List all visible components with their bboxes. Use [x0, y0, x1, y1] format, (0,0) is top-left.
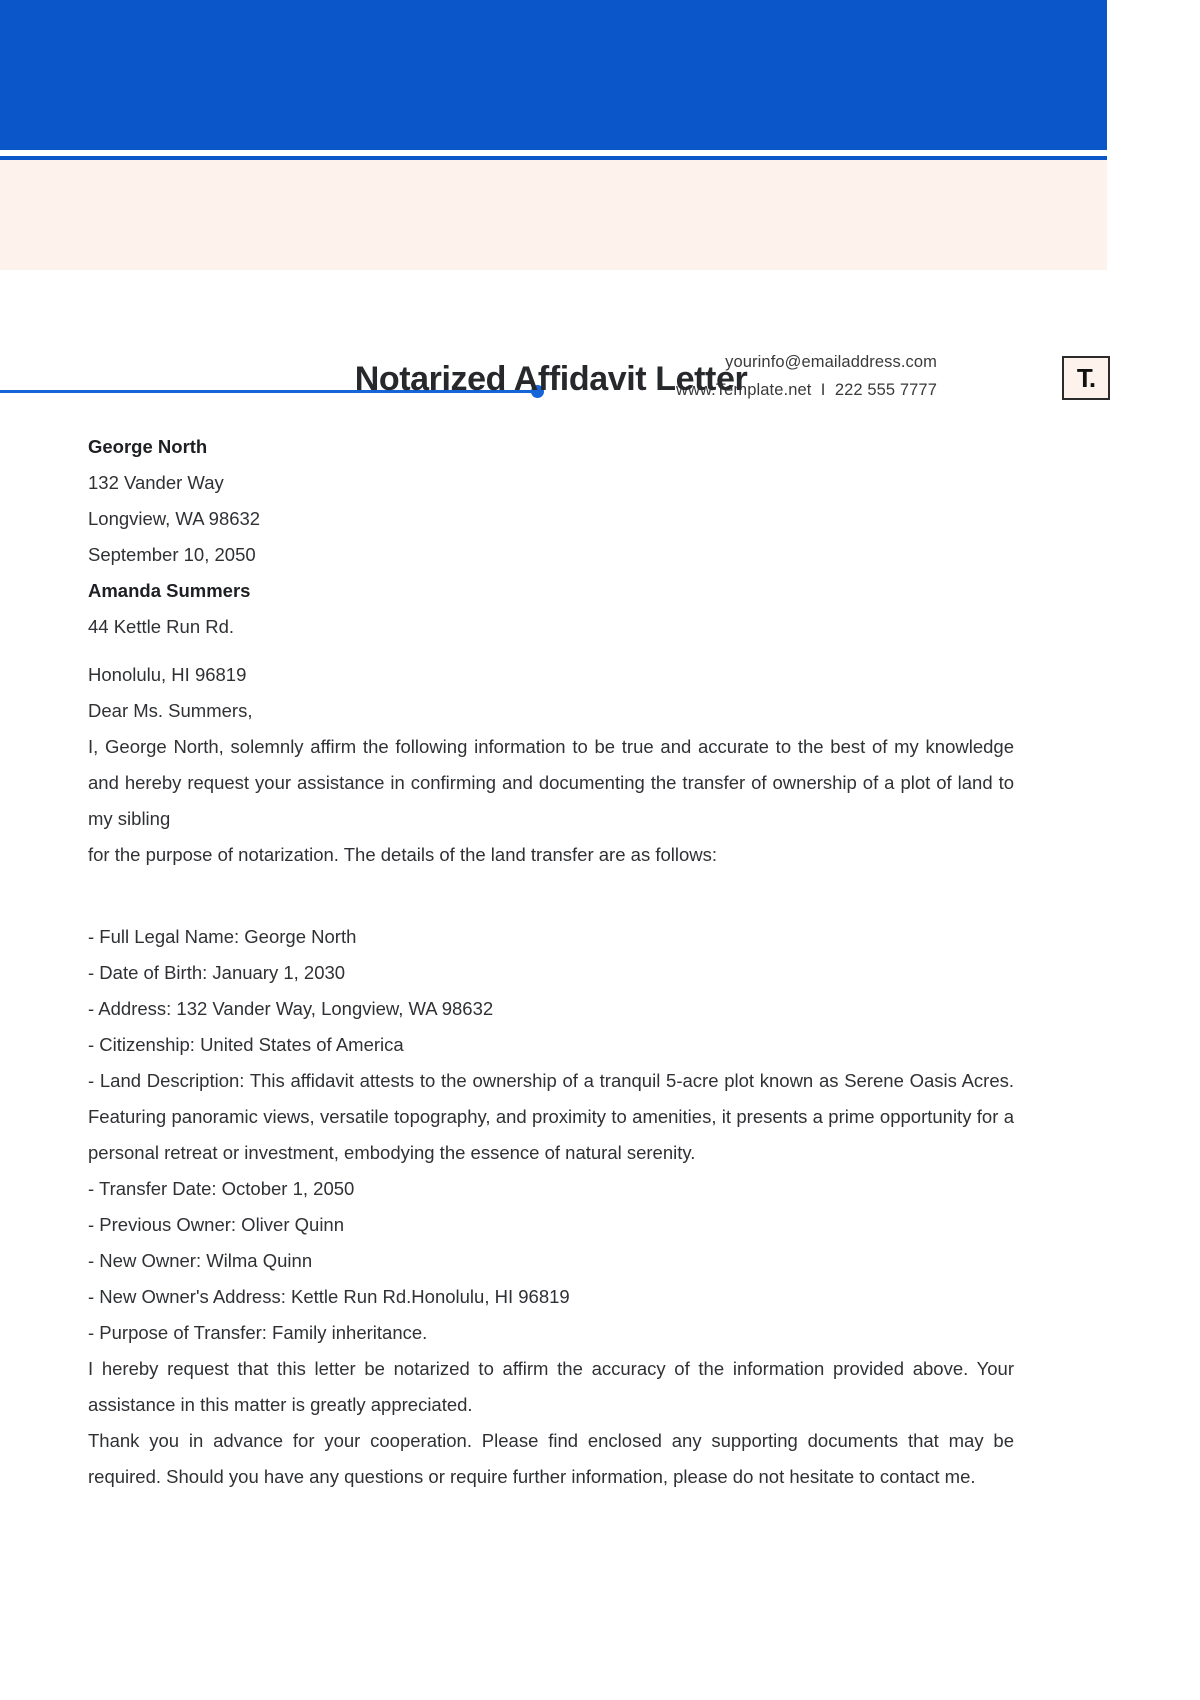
- brand-logo: [1062, 356, 1110, 400]
- details-list: [88, 919, 1014, 1351]
- list-item: - New Owner: Wilma Quinn: [88, 1250, 313, 1271]
- sender-name: George North: [88, 436, 208, 457]
- page-title: Notarized Affidavit Letter: [354, 360, 748, 398]
- list-item: - Purpose of Transfer: Family inheritance.: [88, 1322, 428, 1343]
- salutation: Dear Ms. Summers,: [88, 700, 253, 721]
- letter-body: [88, 360, 1014, 1495]
- recipient-address-block: [88, 573, 1014, 693]
- list-item: - Land Description: This affidavit attests to the ownership of a tranquil 5-acre plot known as Serene Oasis Acres. Featuring panoramic views, versatile topography, and proximity to amenities, it presents a prime opportunity for a personal retreat or investment, embodying the essence of natural serenity.: [88, 1070, 1014, 1163]
- list-item: - Transfer Date: October 1, 2050: [88, 1178, 355, 1199]
- recipient-city-state-zip: Honolulu, HI 96819: [88, 664, 247, 685]
- list-item: - Previous Owner: Oliver Quinn: [88, 1214, 345, 1235]
- closing-paragraph-1: I hereby request that this letter be notarized to affirm the accuracy of the information provided above. Your assistance in this matter is greatly appreciated.: [88, 1358, 1014, 1415]
- contact-web-phone: www.Template.net I 222 555 7777: [675, 381, 937, 399]
- recipient-name: Amanda Summers: [88, 580, 251, 601]
- list-item: - Date of Birth: January 1, 2030: [88, 962, 346, 983]
- sender-address-block: [88, 429, 1014, 573]
- list-item: - Citizenship: United States of America: [88, 1034, 404, 1055]
- intro-paragraph: I, George North, solemnly affirm the following information to be true and accurate to the best of my knowledge and hereby request your assistance in confirming and documenting the transfer of ownership of a plot of land to my sibling: [88, 736, 1014, 829]
- letter-date: September 10, 2050: [88, 544, 256, 565]
- intro-continuation: for the purpose of notarization. The details of the land transfer are as follows:: [88, 844, 718, 865]
- list-item: - Address: 132 Vander Way, Longview, WA 98632: [88, 998, 494, 1019]
- recipient-street: 44 Kettle Run Rd.: [88, 616, 235, 637]
- closing-paragraph-2: Thank you in advance for your cooperation. Please find enclosed any supporting documents that may be required. Should you have any questions or require further information, please do not hesitate to contact me.: [88, 1430, 1014, 1487]
- contact-email: yourinfo@emailaddress.com: [725, 353, 937, 371]
- list-item: - Full Legal Name: George North: [88, 926, 357, 947]
- brand-logo-text: T.: [1076, 363, 1096, 393]
- sender-street: 132 Vander Way: [88, 472, 224, 493]
- header-blue-band: [0, 0, 1107, 150]
- list-item: - New Owner's Address: Kettle Run Rd.Honolulu, HI 96819: [88, 1286, 570, 1307]
- address-spacer: [88, 645, 1014, 657]
- sender-city-state-zip: Longview, WA 98632: [88, 508, 261, 529]
